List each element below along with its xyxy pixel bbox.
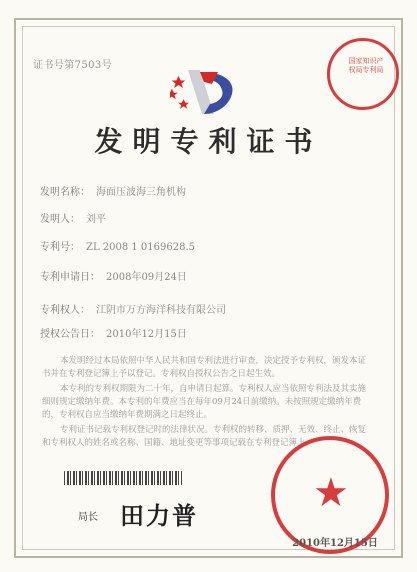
- director-signature: 田力普: [120, 501, 198, 530]
- certificate-number: 证书号第7503号: [33, 60, 113, 71]
- star-icon: ★: [313, 470, 349, 516]
- field-label: 授权公告日：: [40, 329, 100, 340]
- field-application-date: [40, 268, 187, 283]
- body-paragraph: 专利证书记载专利权登记时的法律状况。专利权的转移、质押、无效、终止、恢复和专利权人的姓名或名称、国籍、地址变更等事项记载在专利登记簿上。: [42, 425, 367, 448]
- seal-text: 国家知识产权局专利局: [348, 57, 384, 74]
- field-value: 海面压波海三角机构: [96, 187, 186, 198]
- field-label: 发明名称：: [40, 187, 90, 198]
- field-label: 专利权人：: [40, 305, 90, 316]
- field-inventor: [40, 210, 106, 225]
- director-label: 局长: [78, 512, 98, 523]
- field-grant-date: [40, 325, 187, 340]
- field-patentee: [40, 301, 226, 316]
- field-label: 专利号：: [40, 242, 80, 253]
- field-invention-name: [40, 183, 186, 198]
- barcode: [64, 471, 182, 485]
- field-value: 2008年09月24日: [106, 272, 187, 283]
- body-paragraph: 本发明经过本局依照中华人民共和国专利法进行审查，决定授予专利权，颁发本证书并在专利登记簿上予以登记。专利权自授权公告之日起生效。: [42, 356, 367, 379]
- official-seal: [271, 436, 389, 554]
- patent-office-logo-icon: [170, 62, 250, 122]
- top-right-seal: [327, 38, 399, 110]
- seal-date: 2010年12月15日: [292, 538, 378, 549]
- field-label: 专利申请日：: [40, 272, 100, 283]
- field-patent-number: [40, 238, 195, 253]
- body-paragraph: 本专利的专利权期限为二十年，自申请日起算。专利权人应当依照专利法及其实施细则规定缴纳年费。本专利的年费应当在每年09月24日前缴纳。未按照规定缴纳年费的，专利权自应当缴纳年费期满之日起终止。: [42, 384, 367, 420]
- certificate-title: 发明专利证书: [94, 125, 323, 158]
- field-value: 2010年12月15日: [106, 329, 187, 340]
- field-value: ZL 2008 1 0169628.5: [86, 242, 196, 253]
- field-value: 江阴市万方海洋科技有限公司: [96, 305, 226, 316]
- field-value: 刘平: [86, 214, 106, 225]
- field-label: 发明人：: [40, 214, 80, 225]
